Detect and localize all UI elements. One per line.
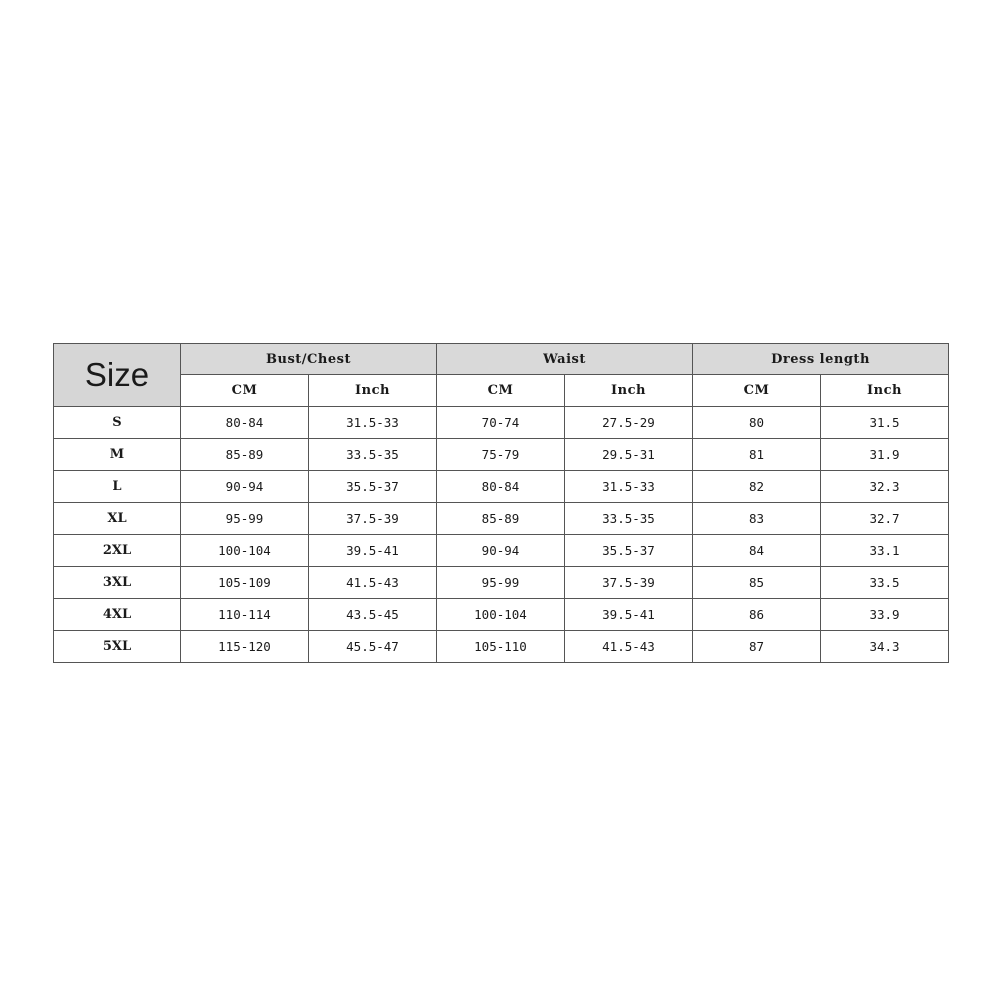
table-cell: 37.5-39 xyxy=(309,503,437,535)
table-cell: 95-99 xyxy=(181,503,309,535)
unit-header: CM xyxy=(437,375,565,407)
table-cell: 33.5-35 xyxy=(565,503,693,535)
table-cell: 33.9 xyxy=(821,599,949,631)
table-cell: 34.3 xyxy=(821,631,949,663)
unit-header: Inch xyxy=(309,375,437,407)
table-cell: 39.5-41 xyxy=(309,535,437,567)
table-cell: 29.5-31 xyxy=(565,439,693,471)
unit-header-row xyxy=(54,375,949,407)
table-cell: 33.1 xyxy=(821,535,949,567)
size-label: 5XL xyxy=(54,631,181,663)
table-cell: 85-89 xyxy=(181,439,309,471)
table-cell: 95-99 xyxy=(437,567,565,599)
table-cell: 39.5-41 xyxy=(565,599,693,631)
table-row xyxy=(54,503,949,535)
unit-header: Inch xyxy=(821,375,949,407)
table-row xyxy=(54,535,949,567)
unit-header: CM xyxy=(693,375,821,407)
table-cell: 115-120 xyxy=(181,631,309,663)
table-cell: 35.5-37 xyxy=(309,471,437,503)
table-cell: 31.9 xyxy=(821,439,949,471)
table-cell: 105-109 xyxy=(181,567,309,599)
table-cell: 32.3 xyxy=(821,471,949,503)
table-cell: 105-110 xyxy=(437,631,565,663)
size-chart-body xyxy=(54,407,949,663)
size-label: 4XL xyxy=(54,599,181,631)
table-cell: 80-84 xyxy=(181,407,309,439)
table-row xyxy=(54,567,949,599)
size-label: M xyxy=(54,439,181,471)
table-cell: 86 xyxy=(693,599,821,631)
table-cell: 32.7 xyxy=(821,503,949,535)
table-cell: 85-89 xyxy=(437,503,565,535)
size-label: L xyxy=(54,471,181,503)
size-label: 3XL xyxy=(54,567,181,599)
table-cell: 100-104 xyxy=(437,599,565,631)
table-cell: 43.5-45 xyxy=(309,599,437,631)
table-cell: 75-79 xyxy=(437,439,565,471)
table-cell: 37.5-39 xyxy=(565,567,693,599)
table-cell: 33.5-35 xyxy=(309,439,437,471)
unit-header: CM xyxy=(181,375,309,407)
table-cell: 33.5 xyxy=(821,567,949,599)
table-cell: 70-74 xyxy=(437,407,565,439)
size-chart-table xyxy=(53,343,949,663)
size-label: XL xyxy=(54,503,181,535)
size-label: S xyxy=(54,407,181,439)
bust-chest-header: Bust/Chest xyxy=(181,344,437,375)
table-cell: 87 xyxy=(693,631,821,663)
table-cell: 80 xyxy=(693,407,821,439)
table-row xyxy=(54,407,949,439)
group-header-row xyxy=(54,344,949,375)
table-cell: 84 xyxy=(693,535,821,567)
table-row xyxy=(54,631,949,663)
waist-header: Waist xyxy=(437,344,693,375)
table-cell: 31.5-33 xyxy=(309,407,437,439)
table-cell: 90-94 xyxy=(181,471,309,503)
table-cell: 31.5-33 xyxy=(565,471,693,503)
table-cell: 31.5 xyxy=(821,407,949,439)
table-row xyxy=(54,599,949,631)
dress-length-header: Dress length xyxy=(693,344,949,375)
table-cell: 100-104 xyxy=(181,535,309,567)
unit-header: Inch xyxy=(565,375,693,407)
table-cell: 81 xyxy=(693,439,821,471)
size-label: 2XL xyxy=(54,535,181,567)
table-cell: 90-94 xyxy=(437,535,565,567)
table-cell: 35.5-37 xyxy=(565,535,693,567)
table-row xyxy=(54,439,949,471)
table-cell: 27.5-29 xyxy=(565,407,693,439)
table-cell: 41.5-43 xyxy=(565,631,693,663)
size-chart-header xyxy=(54,344,949,407)
table-cell: 41.5-43 xyxy=(309,567,437,599)
table-cell: 45.5-47 xyxy=(309,631,437,663)
table-cell: 80-84 xyxy=(437,471,565,503)
table-cell: 82 xyxy=(693,471,821,503)
table-row xyxy=(54,471,949,503)
table-cell: 83 xyxy=(693,503,821,535)
table-cell: 110-114 xyxy=(181,599,309,631)
table-cell: 85 xyxy=(693,567,821,599)
size-column-header: Size xyxy=(54,344,181,407)
